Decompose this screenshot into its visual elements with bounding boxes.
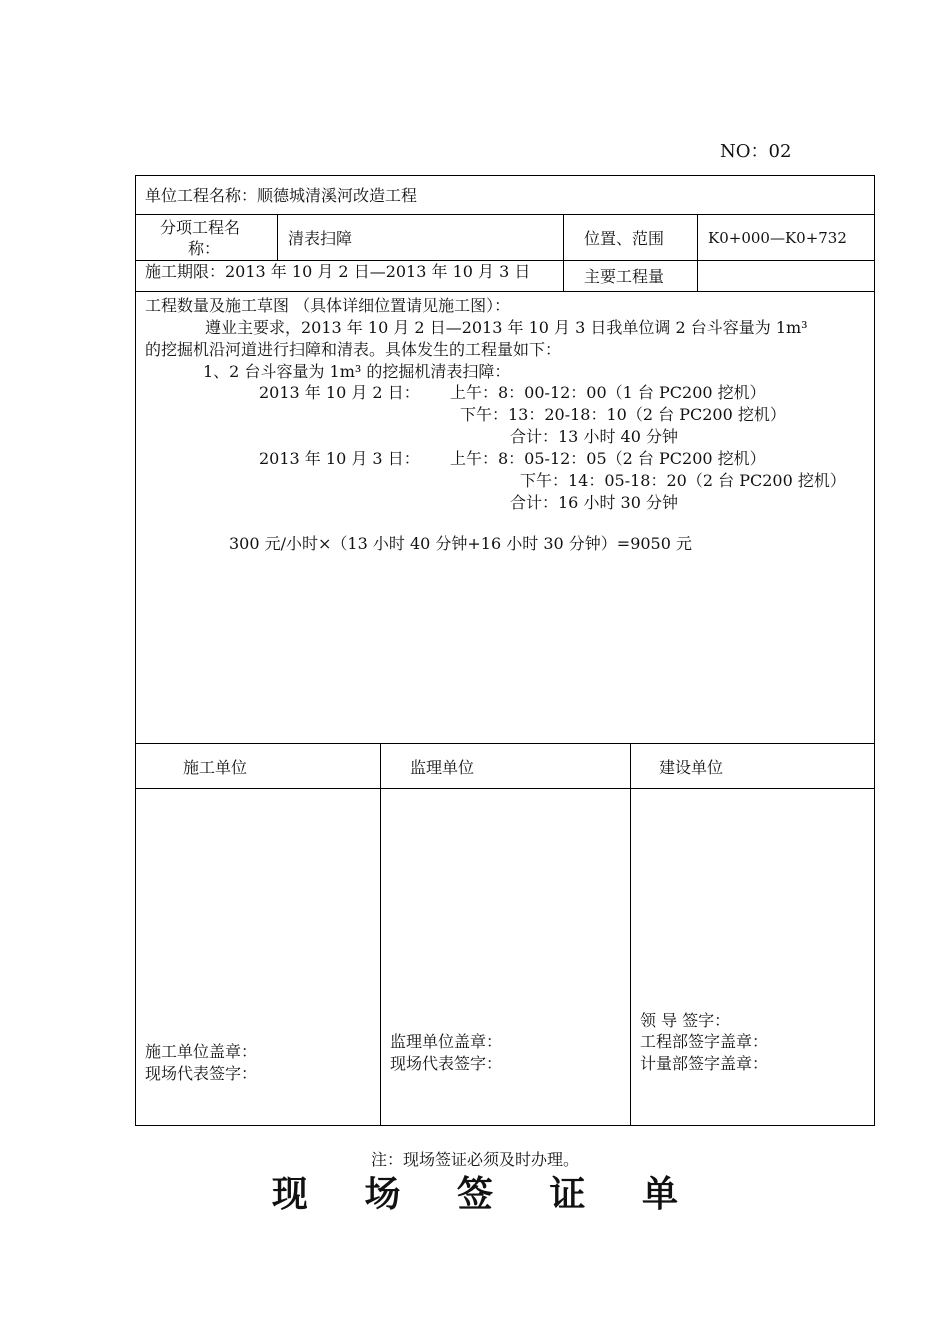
owner-engineering-signature: 工程部签字盖章： bbox=[640, 1032, 769, 1051]
row-divider bbox=[135, 291, 875, 292]
row-divider bbox=[135, 743, 875, 744]
row-divider bbox=[135, 788, 875, 789]
col-divider bbox=[563, 214, 564, 291]
supervisor-seal: 监理单位盖章： bbox=[390, 1032, 503, 1051]
construction-period: 施工期限：2013 年 10 月 2 日—2013 年 10 月 3 日 bbox=[145, 262, 531, 281]
contractor-rep-signature: 现场代表签字： bbox=[145, 1064, 258, 1083]
content-paragraph: 的挖掘机沿河道进行扫障和清表。具体发生的工程量如下： bbox=[145, 340, 562, 359]
sub-project-value: 清表扫障 bbox=[288, 229, 353, 248]
day2-total: 合计：16 小时 30 分钟 bbox=[510, 493, 678, 512]
content-paragraph: 遵业主要求，2013 年 10 月 2 日—2013 年 10 月 3 日我单位调 2 台斗容量为 1m³ bbox=[205, 318, 808, 337]
work-item: 1、2 台斗容量为 1m³ 的挖掘机清表扫障： bbox=[203, 362, 511, 381]
project-name: 单位工程名称：顺德城清溪河改造工程 bbox=[145, 186, 418, 205]
day2-afternoon: 下午：14：05-18：20（2 台 PC200 挖机） bbox=[520, 471, 846, 490]
col-divider bbox=[277, 214, 278, 260]
sub-project-label: 分项工程名 bbox=[160, 218, 241, 237]
day2-date: 2013 年 10 月 3 日： bbox=[259, 449, 420, 468]
contractor-header: 施工单位 bbox=[183, 758, 248, 777]
day1-afternoon: 下午：13：20-18：10（2 台 PC200 挖机） bbox=[460, 405, 786, 424]
day1-date: 2013 年 10 月 2 日： bbox=[259, 383, 420, 402]
form-title: 现 场 签 证 单 bbox=[271, 1173, 701, 1215]
day1-total: 合计：13 小时 40 分钟 bbox=[510, 427, 678, 446]
contractor-seal: 施工单位盖章： bbox=[145, 1042, 258, 1061]
location-value: K0+000—K0+732 bbox=[708, 229, 847, 247]
supervisor-rep-signature: 现场代表签字： bbox=[390, 1054, 503, 1073]
day2-morning: 上午：8：05-12：05（2 台 PC200 挖机） bbox=[450, 449, 766, 468]
col-divider bbox=[380, 743, 381, 1126]
supervisor-header: 监理单位 bbox=[410, 758, 475, 777]
main-quantity-label: 主要工程量 bbox=[584, 267, 665, 286]
day1-morning: 上午：8：00-12：00（1 台 PC200 挖机） bbox=[450, 383, 766, 402]
footer-note: 注：现场签证必须及时办理。 bbox=[370, 1150, 579, 1169]
row-divider bbox=[135, 260, 875, 261]
form-number: NO：02 bbox=[720, 141, 792, 162]
sub-project-label-cont: 称： bbox=[188, 239, 221, 258]
location-label: 位置、范围 bbox=[584, 229, 665, 248]
owner-measurement-signature: 计量部签字盖章： bbox=[640, 1054, 769, 1073]
owner-header: 建设单位 bbox=[659, 758, 724, 777]
content-heading: 工程数量及施工草图 （具体详细位置请见施工图）： bbox=[145, 296, 511, 315]
col-divider bbox=[697, 214, 698, 291]
owner-leader-signature: 领 导 签字： bbox=[640, 1011, 731, 1030]
row-divider bbox=[135, 214, 875, 215]
col-divider bbox=[630, 743, 631, 1126]
cost-formula: 300 元/小时×（13 小时 40 分钟+16 小时 30 分钟）=9050 元 bbox=[229, 534, 692, 553]
